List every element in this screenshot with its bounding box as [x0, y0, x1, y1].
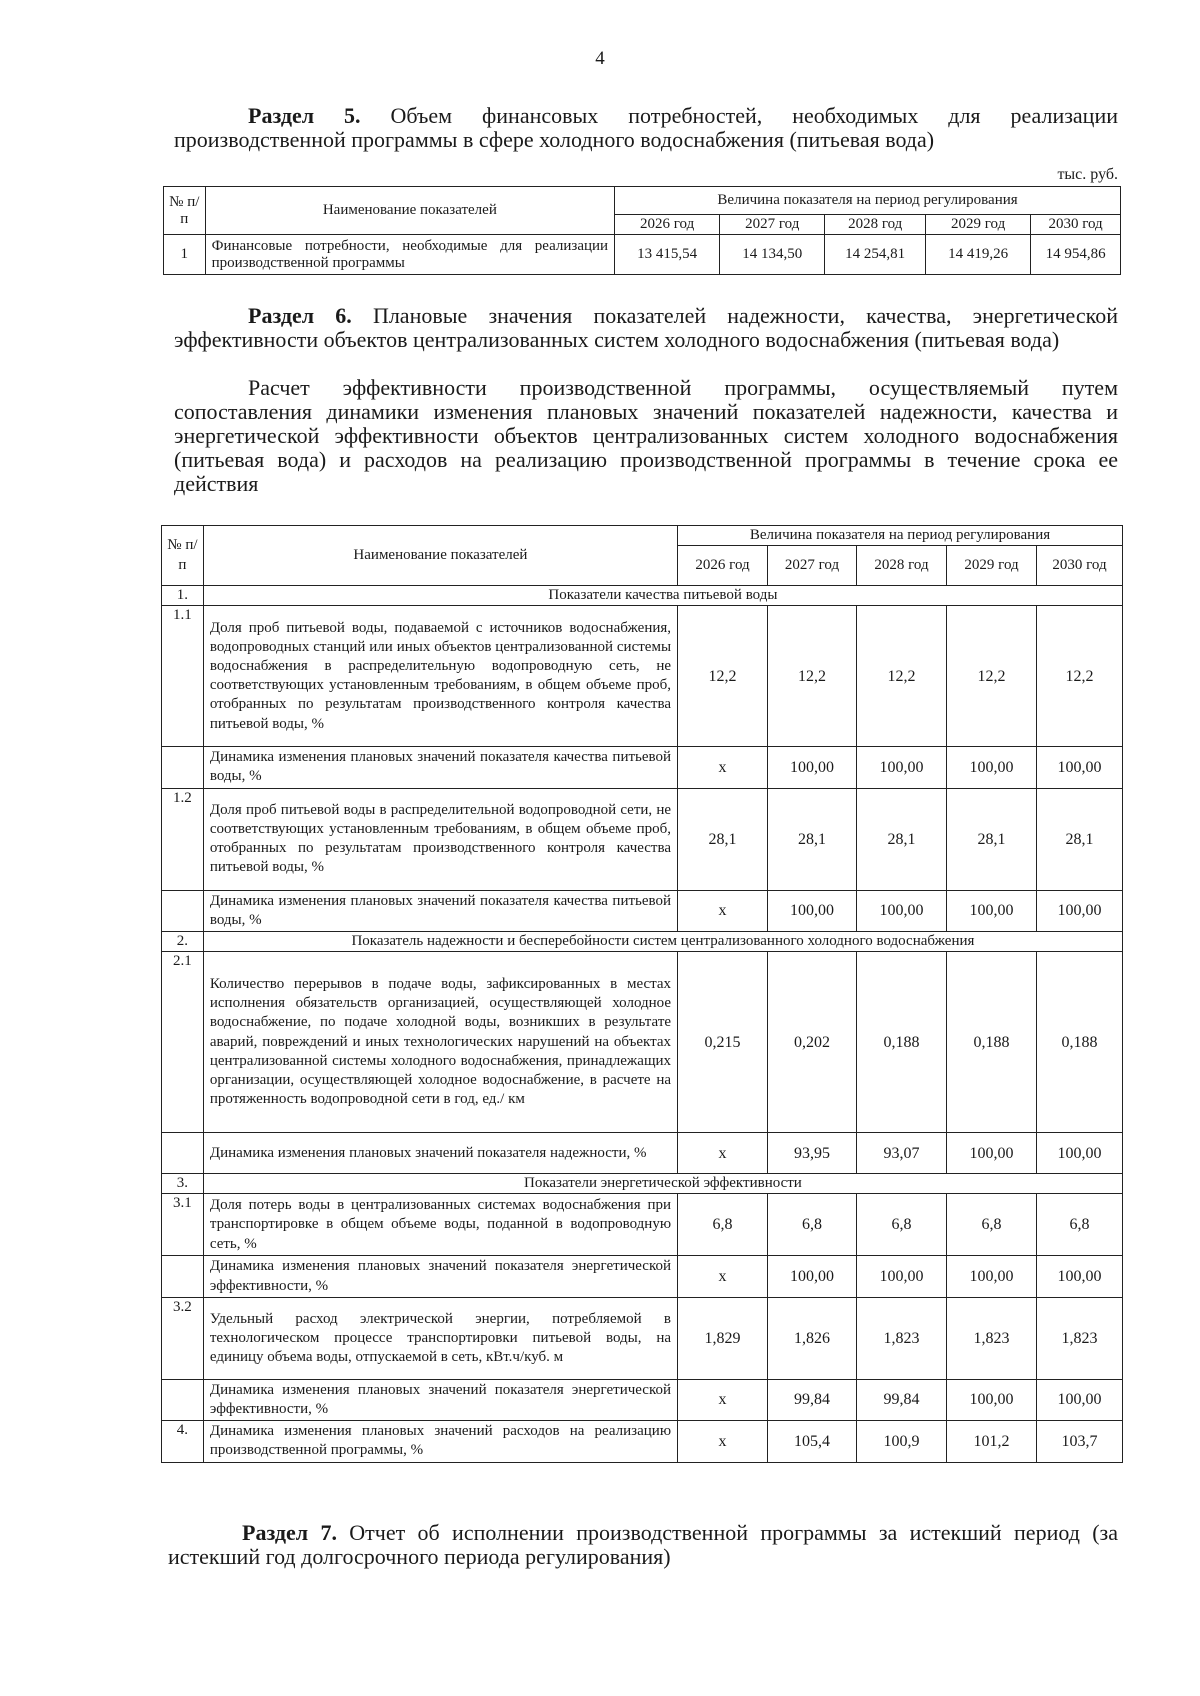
section6-table: [161, 525, 1123, 1463]
table-row: [162, 1256, 1123, 1297]
row-value: 100,00: [947, 890, 1037, 931]
section7-heading: [168, 1521, 1118, 1569]
year-header: 2026 год: [615, 215, 720, 235]
row-value: 28,1: [857, 788, 947, 890]
row-name: Динамика изменения плановых значений расходов на реализацию производственной программы, %: [203, 1421, 677, 1462]
row-value: 100,00: [857, 1256, 947, 1297]
row-value: х: [678, 1256, 768, 1297]
table-row: [162, 1133, 1123, 1174]
row-name: Динамика изменения плановых значений показателя энергетической эффективности, %: [203, 1379, 677, 1420]
row-name: Доля потерь воды в централизованных системах водоснабжения при транспортировке в общем объеме воды, поданной в водопроводную сеть, %: [203, 1194, 677, 1256]
row-value: 12,2: [857, 606, 947, 747]
row-value: 100,00: [947, 1133, 1037, 1174]
row-num: [162, 1379, 204, 1420]
row-num: 2.1: [162, 952, 204, 1133]
section6-title: Плановые значения показателей надежности, качества, энергетической эффективности объектов централизованных систем холодного водоснабжения (питьевая вода): [174, 303, 1118, 352]
section-num: 3.: [162, 1174, 204, 1194]
row-num: [162, 1256, 204, 1297]
row-value: 14 419,26: [926, 235, 1031, 275]
row-value: 0,215: [678, 952, 768, 1133]
section7-label: Раздел 7.: [242, 1520, 337, 1545]
row-name: Доля проб питьевой воды в распределительной водопроводной сети, не соответствующих установленным требованиям, в общем объеме проб, отобранных по результатам производственного контроля качества питьевой воды, %: [203, 788, 677, 890]
row-value: 0,188: [1037, 952, 1123, 1133]
section5-table: [163, 186, 1121, 275]
section-title: Показатели качества питьевой воды: [203, 586, 1122, 606]
units-label: тыс. руб.: [1057, 166, 1118, 183]
col-name-header: Наименование показателей: [203, 526, 677, 586]
row-value: 28,1: [1037, 788, 1123, 890]
row-value: 100,9: [857, 1421, 947, 1462]
table-row: [162, 788, 1123, 890]
section5-title: Объем финансовых потребностей, необходимых для реализации производственной программы в сфере холодного водоснабжения (питьевая вода): [174, 103, 1118, 152]
section-num: 1.: [162, 586, 204, 606]
row-name: Доля проб питьевой воды, подаваемой с источников водоснабжения, водопроводных станций или иных объектов централизованной системы водоснабжения в распределительную водопроводную сеть, не соответствующих установленным требованиям, в общем объеме проб, отобранных по результатам производственного контроля качества питьевой воды, %: [203, 606, 677, 747]
row-value: 100,00: [857, 890, 947, 931]
row-value: 100,00: [1037, 1379, 1123, 1420]
row-value: 100,00: [1037, 747, 1123, 788]
table-row: [162, 1194, 1123, 1256]
row-value: х: [678, 1379, 768, 1420]
row-num: 1.2: [162, 788, 204, 890]
section-row: [162, 1174, 1123, 1194]
row-num: 1.1: [162, 606, 204, 747]
section6-heading: [174, 304, 1118, 352]
col-name-header: Наименование показателей: [205, 187, 615, 235]
section-row: [162, 586, 1123, 606]
row-value: х: [678, 1421, 768, 1462]
row-value: 93,95: [768, 1133, 857, 1174]
year-header: 2029 год: [926, 215, 1031, 235]
row-value: х: [678, 747, 768, 788]
row-value: 12,2: [678, 606, 768, 747]
year-header: 2030 год: [1031, 215, 1121, 235]
row-name: Удельный расход электрической энергии, потребляемой в технологическом процессе транспортировки питьевой воды, на единицу объема воды, отпускаемой в сеть, кВт.ч/куб. м: [203, 1297, 677, 1379]
row-value: х: [678, 1133, 768, 1174]
row-value: 101,2: [947, 1421, 1037, 1462]
row-value: 100,00: [768, 890, 857, 931]
row-name: Динамика изменения плановых значений показателя качества питьевой воды, %: [203, 747, 677, 788]
col-num-header: № п/п: [164, 187, 206, 235]
col-period-header: Величина показателя на период регулирования: [678, 526, 1123, 546]
row-value: 99,84: [768, 1379, 857, 1420]
row-value: 28,1: [768, 788, 857, 890]
year-header: 2027 год: [768, 546, 857, 586]
row-name: Динамика изменения плановых значений показателя качества питьевой воды, %: [203, 890, 677, 931]
row-value: 100,00: [1037, 1256, 1123, 1297]
row-value: х: [678, 890, 768, 931]
table-row: [162, 1297, 1123, 1379]
row-value: 14 954,86: [1031, 235, 1121, 275]
row-value: 100,00: [857, 747, 947, 788]
section7-title: Отчет об исполнении производственной программы за истекший период (за истекший год долгосрочного периода регулирования): [168, 1520, 1119, 1569]
table-row: [162, 747, 1123, 788]
row-value: 100,00: [947, 747, 1037, 788]
row-value: 12,2: [1037, 606, 1123, 747]
table-row: [162, 952, 1123, 1133]
year-header: 2030 год: [1037, 546, 1123, 586]
row-value: 1,823: [857, 1297, 947, 1379]
row-value: 100,00: [947, 1256, 1037, 1297]
row-name: Количество перерывов в подаче воды, зафиксированных в местах исполнения обязательств организацией, осуществляющей холодное водоснабжение, по подаче холодной воды, возникших в результате аварий, повреждений и иных технологических нарушений на объектах централизованной системы холодного водоснабжения, принадлежащих организации, осуществляющей холодное водоснабжение, в расчете на протяженность водопроводной сети в год, ед./ км: [203, 952, 677, 1133]
section6-paragraph: Расчет эффективности производственной программы, осуществляемый путем сопоставления динамики изменения плановых значений показателей надежности, качества и энергетической эффективности объектов централизованных систем холодного водоснабжения (питьевая вода) и расходов на реализацию производственной программы в течение срока ее действия: [174, 375, 1118, 496]
section-row: [162, 932, 1123, 952]
row-num: 3.2: [162, 1297, 204, 1379]
row-value: 1,823: [947, 1297, 1037, 1379]
row-value: 100,00: [947, 1379, 1037, 1420]
row-value: 6,8: [947, 1194, 1037, 1256]
row-value: 6,8: [857, 1194, 947, 1256]
section5-label: Раздел 5.: [248, 103, 361, 128]
section-num: 2.: [162, 932, 204, 952]
row-name: Финансовые потребности, необходимые для реализации производственной программы: [205, 235, 615, 275]
row-value: 93,07: [857, 1133, 947, 1174]
row-value: 100,00: [1037, 1133, 1123, 1174]
section5-heading: [174, 104, 1118, 152]
row-value: 100,00: [768, 747, 857, 788]
row-value: 99,84: [857, 1379, 947, 1420]
row-value: 0,188: [947, 952, 1037, 1133]
col-num-header: № п/п: [162, 526, 204, 586]
section-title: Показатель надежности и бесперебойности систем централизованного холодного водоснабжения: [203, 932, 1122, 952]
year-header: 2027 год: [720, 215, 825, 235]
section6-label: Раздел 6.: [248, 303, 352, 328]
row-num: [162, 890, 204, 931]
row-value: 6,8: [768, 1194, 857, 1256]
year-header: 2026 год: [678, 546, 768, 586]
table-row: [162, 606, 1123, 747]
row-num: 3.1: [162, 1194, 204, 1256]
row-value: 12,2: [768, 606, 857, 747]
table-row: [162, 1379, 1123, 1420]
row-value: 28,1: [678, 788, 768, 890]
row-value: 0,188: [857, 952, 947, 1133]
row-value: 100,00: [768, 1256, 857, 1297]
row-value: 0,202: [768, 952, 857, 1133]
row-value: 12,2: [947, 606, 1037, 747]
row-name: Динамика изменения плановых значений показателя надежности, %: [203, 1133, 677, 1174]
row-value: 100,00: [1037, 890, 1123, 931]
row-num: 4.: [162, 1421, 204, 1462]
row-value: 6,8: [1037, 1194, 1123, 1256]
page-number: 4: [595, 48, 605, 69]
row-num: [162, 747, 204, 788]
year-header: 2028 год: [825, 215, 926, 235]
table-row: [162, 1421, 1123, 1462]
row-num: 1: [164, 235, 206, 275]
table-row: [162, 890, 1123, 931]
table-row: [164, 235, 1121, 275]
row-value: 1,823: [1037, 1297, 1123, 1379]
row-value: 1,829: [678, 1297, 768, 1379]
row-name: Динамика изменения плановых значений показателя энергетической эффективности, %: [203, 1256, 677, 1297]
row-value: 105,4: [768, 1421, 857, 1462]
row-value: 103,7: [1037, 1421, 1123, 1462]
year-header: 2028 год: [857, 546, 947, 586]
row-value: 6,8: [678, 1194, 768, 1256]
row-value: 14 254,81: [825, 235, 926, 275]
row-value: 1,826: [768, 1297, 857, 1379]
col-period-header: Величина показателя на период регулирования: [615, 187, 1121, 215]
row-value: 13 415,54: [615, 235, 720, 275]
year-header: 2029 год: [947, 546, 1037, 586]
section-title: Показатели энергетической эффективности: [203, 1174, 1122, 1194]
row-num: [162, 1133, 204, 1174]
row-value: 28,1: [947, 788, 1037, 890]
row-value: 14 134,50: [720, 235, 825, 275]
